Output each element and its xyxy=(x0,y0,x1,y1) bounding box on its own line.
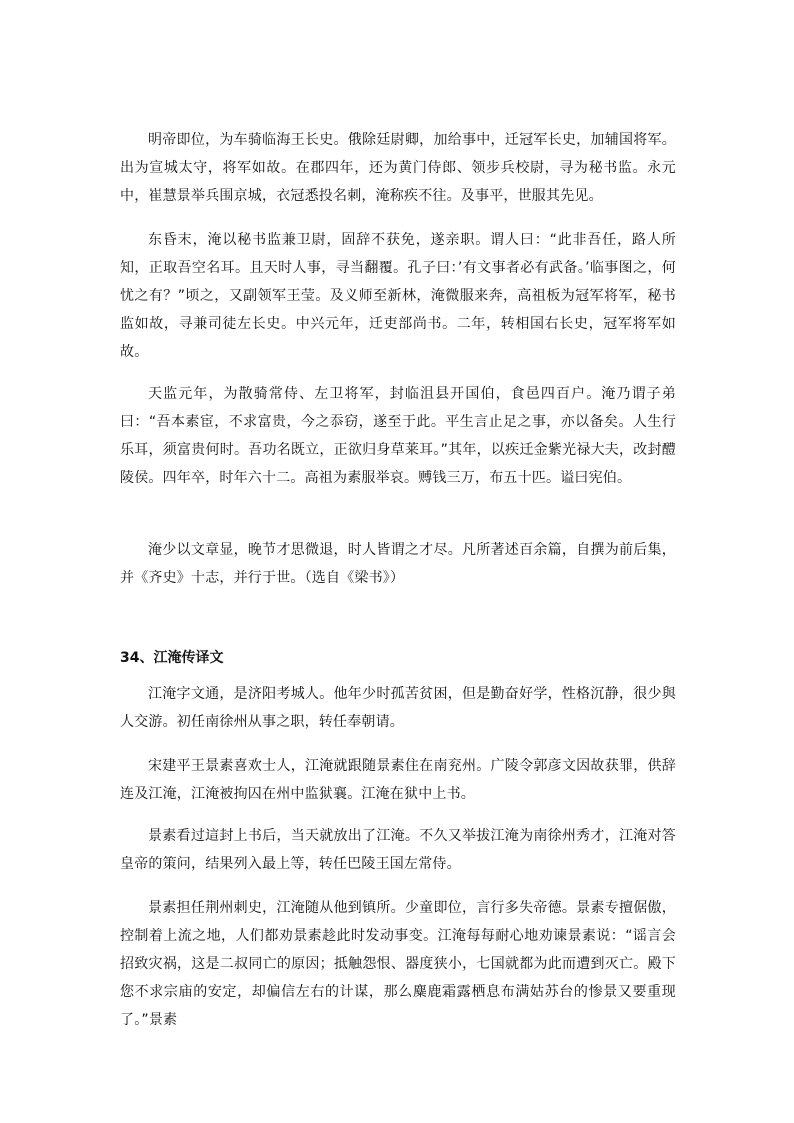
paragraph-wenzhang: 淹少以文章显，晚节才思微退，时人皆谓之才尽。凡所著述百余篇，自撰为前后集，并《齐史》十志，并行于世。（选自《梁书》） xyxy=(120,542,676,586)
paragraph-mingdi: 明帝即位，为车骑临海王长史。俄除廷尉卿，加给事中，迁冠军长史，加辅国将军。出为宣城太守，将军如故。在郡四年，还为黄门侍郎、领步兵校尉，寻为秘书监。永元中，崔慧景举兵围京城，衣冠悉投名刺，淹称疾不往。及事平，世服其先见。 xyxy=(120,132,676,204)
paragraph-translation-release: 景素看过這封上书后，当天就放出了江淹。不久又举拔江淹为南徐州秀才，江淹对答皇帝的策问，结果列入最上等，转任巴陵王国左常侍。 xyxy=(120,828,676,872)
paragraph-tianjian: 天监元年，为散骑常侍、左卫将军，封临沮县开国伯，食邑四百户。淹乃谓子弟曰：“吾本素宦，不求富贵，今之忝窃，遂至于此。平生言止足之事，亦以备矣。人生行乐耳，须富贵何时。吾功名既立，正欲归身草莱耳。”其年，以疾迁金紫光禄大夫，改封醴陵侯。四年卒，时年六十二。高祖为素服举哀。赙钱三万，布五十匹。谥曰宪伯。 xyxy=(120,386,676,486)
paragraph-translation-intro: 江淹字文通，是济阳考城人。他年少时孤苦贫困，但是勤奋好学，性格沉静，很少與人交游。初任南徐州从事之职，转任奉朝请。 xyxy=(120,686,676,730)
section-heading: 34、江淹传译文 xyxy=(120,650,224,666)
paragraph-translation-jingsu: 宋建平王景素喜欢士人，江淹就跟随景素住在南兖州。广陵令郭彦文因故获罪，供辞连及江淹，江淹被拘囚在州中监狱襄。江淹在狱中上书。 xyxy=(120,758,676,802)
paragraph-donghun: 东昏末，淹以秘书监兼卫尉，固辞不获免，遂亲职。谓人曰：“此非吾任，路人所知，正取吾空名耳。且天时人事，寻当翻覆。孔子曰：’有文事者必有武备。’临事图之，何忧之有？”顷之，又副领军王莹。及义师至新林，淹微服来奔，高祖板为冠军将军，秘书监如故，寻兼司徒左长史。中兴元年，迁吏部尚书。二年，转相国右长史，冠军将军如故。 xyxy=(120,232,676,360)
paragraph-translation-jingzhou: 景素担任荆州刺史，江淹随从他到镇所。少童即位，言行多失帝德。景素专擅倨傲，控制着上流之地，人们都劝景素趁此时发动事变。江淹每每耐心地劝谏景素说：“谣言会招致灾祸，这是二叔同亡的原因；抵触怨恨、器度狭小，七国就都为此而遭到灭亡。殿下您不求宗庙的安定，却偏信左右的计谋，那么麋鹿霜露栖息布满姑苏台的惨景又要重现了。”景素 xyxy=(120,900,676,1028)
